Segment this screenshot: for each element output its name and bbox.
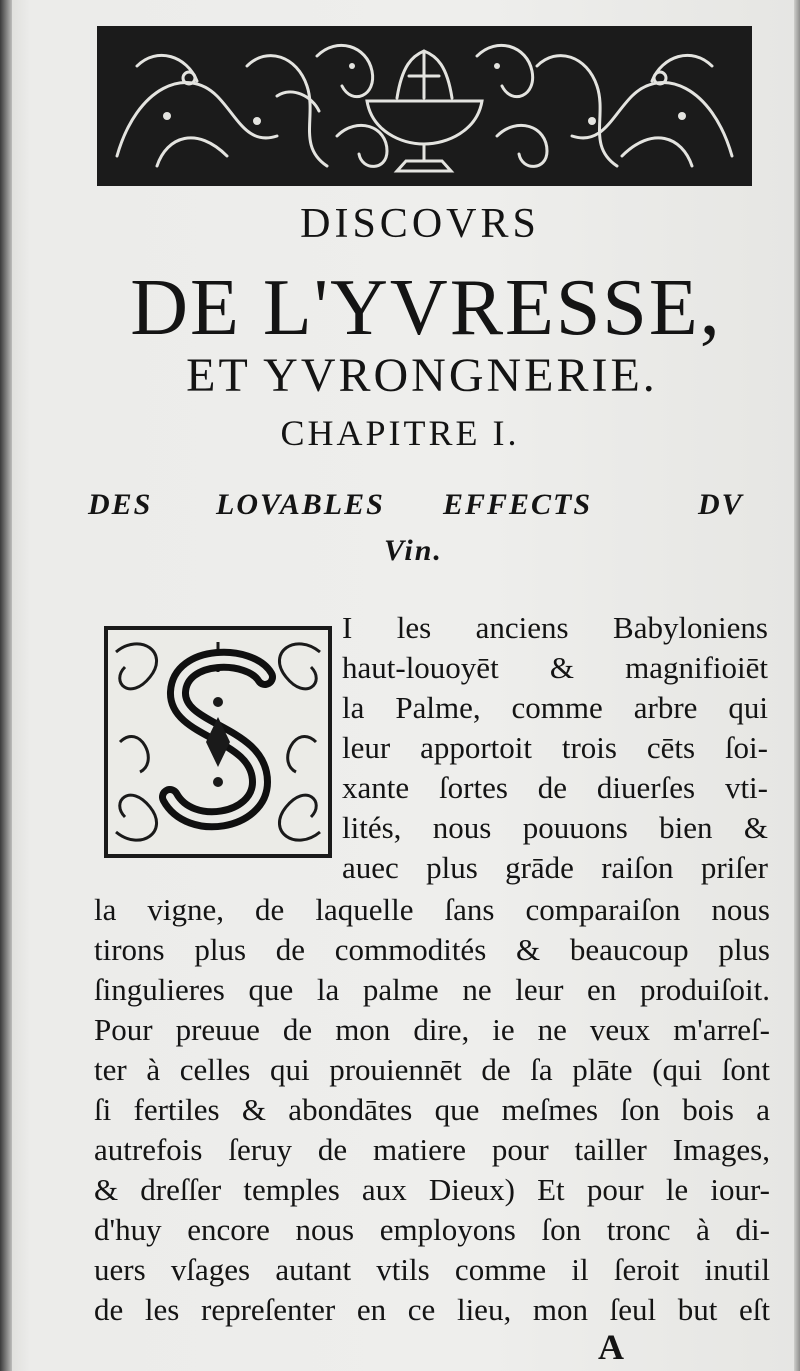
- text-line: & dreſſer temples aux Dieux) Et pour le iour-: [94, 1172, 770, 1207]
- subtitle-word: DES: [88, 488, 153, 521]
- subtitle-line-2: Vin.: [384, 534, 443, 567]
- subtitle-word: LOVABLES: [216, 488, 385, 521]
- subtitle-word: EFFECTS: [443, 488, 593, 521]
- text-line: xante ſortes de diuerſes vti-: [342, 770, 768, 805]
- subtitle-word: DV: [698, 488, 744, 521]
- text-line: I les anciens Babyloniens: [342, 610, 768, 645]
- chapter-heading: CHAPITRE I.: [280, 413, 520, 453]
- text-line: haut-louoyēt & magnifioiēt: [342, 650, 768, 685]
- text-line: auec plus grāde raiſon priſer: [342, 850, 768, 885]
- treatise-title-line-3: ET YVRONGNERIE.: [186, 349, 658, 402]
- text-line: tirons plus de commodités & beaucoup plus: [94, 932, 770, 967]
- text-line: autrefois ſeruy de matiere pour tailler Images,: [94, 1132, 770, 1167]
- text-line: la vigne, de laquelle ſans comparaiſon nous: [94, 892, 770, 927]
- text-line: ſi fertiles & abondātes que meſmes ſon bois a: [94, 1092, 770, 1127]
- text-line: ſingulieres que la palme ne leur en produiſoit.: [94, 972, 770, 1007]
- decorated-initial-s: [100, 622, 336, 862]
- page-binding-edge: [0, 0, 12, 1371]
- text-line: ter à celles qui prouiennēt de ſa plāte (qui ſont: [94, 1052, 770, 1087]
- text-line: la Palme, comme arbre qui: [342, 690, 768, 725]
- treatise-title-line-2: DE L'YVRESSE,: [130, 264, 722, 352]
- treatise-title-line-1: DISCOVRS: [300, 201, 540, 247]
- text-line: Pour preuue de mon dire, ie ne veux m'arreſ-: [94, 1012, 770, 1047]
- text-line: uers vſages autant vtils comme il ſeroit inutil: [94, 1252, 770, 1287]
- text-line: lités, nous pouuons bien &: [342, 810, 768, 845]
- ornamental-headpiece: [97, 26, 752, 186]
- text-line: de les repreſenter en ce lieu, mon ſeul but eſt: [94, 1292, 770, 1327]
- signature-mark: A: [598, 1327, 624, 1367]
- text-line: leur apportoit trois cēts ſoi-: [342, 730, 768, 765]
- text-line: d'huy encore nous employons ſon tronc à di-: [94, 1212, 770, 1247]
